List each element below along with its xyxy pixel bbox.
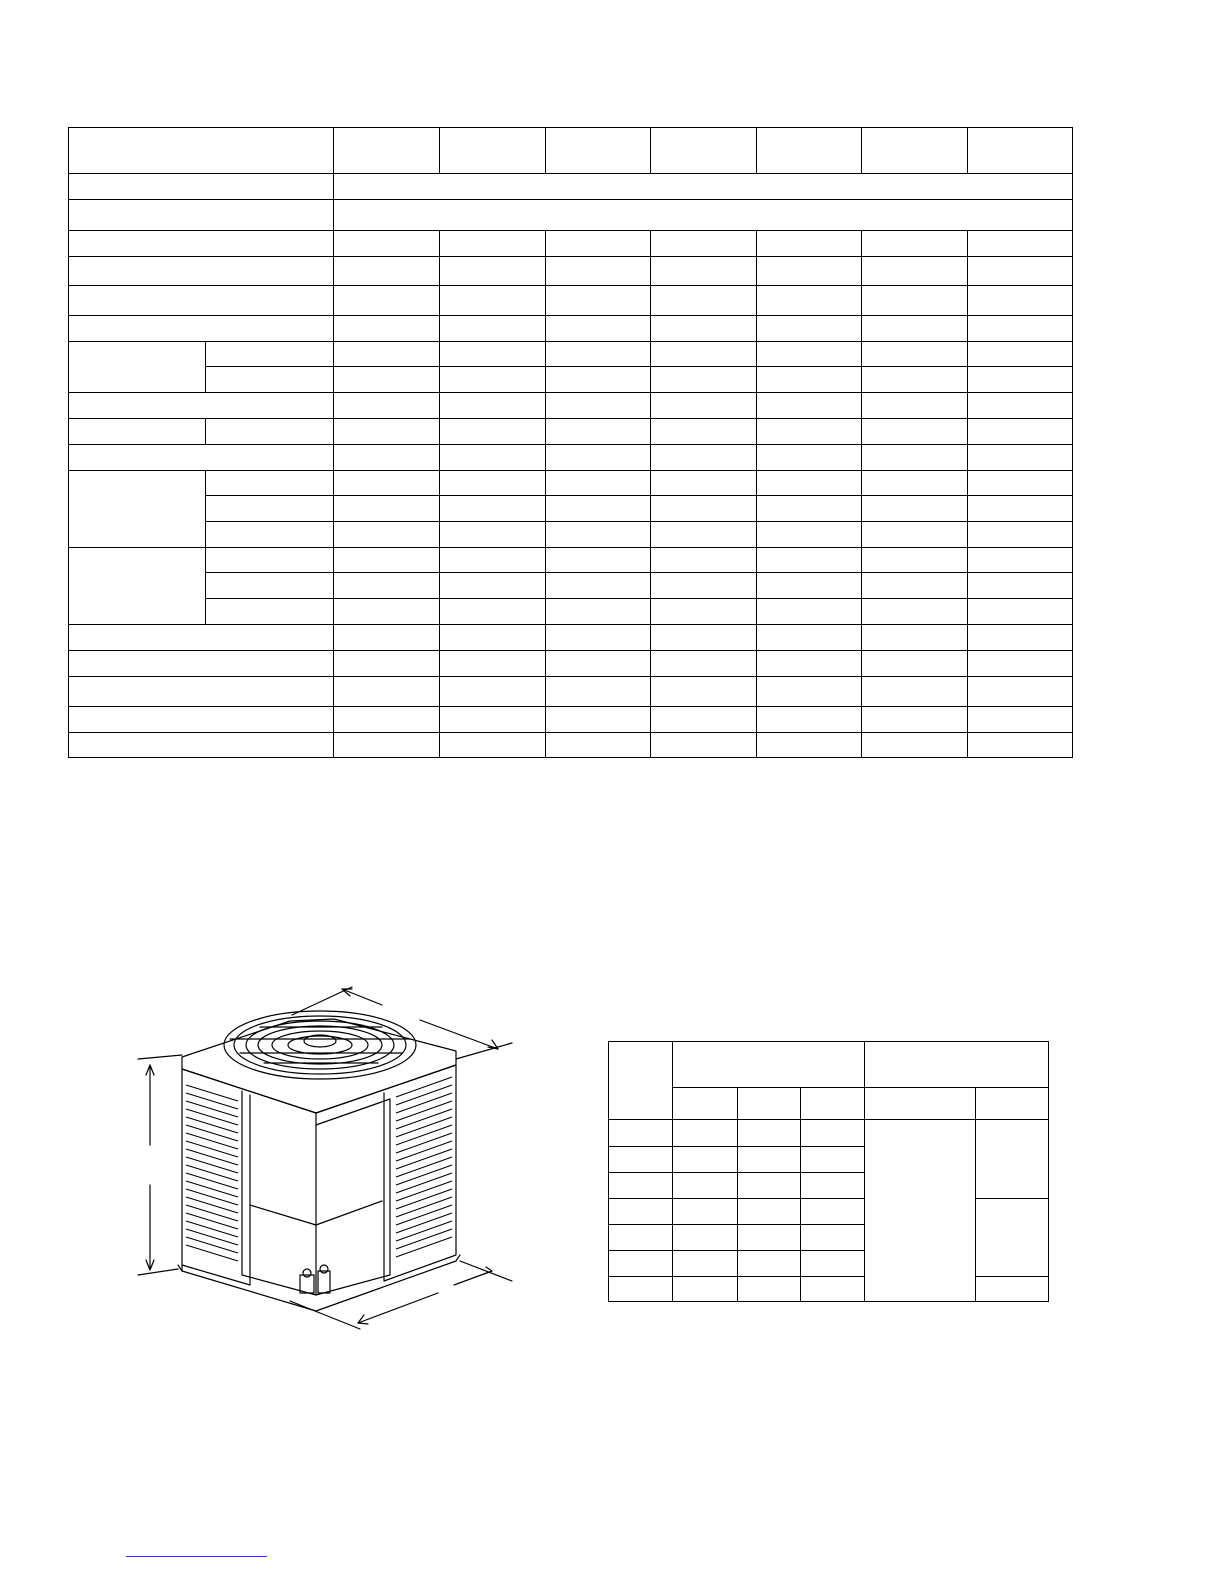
table-column-divider xyxy=(545,127,546,173)
table-column-divider xyxy=(756,230,757,758)
table-row-divider xyxy=(68,624,1073,625)
table-row-divider xyxy=(608,1172,864,1173)
table-row-divider xyxy=(68,650,1073,651)
table-row-divider xyxy=(608,1250,864,1251)
table-row-divider xyxy=(205,521,1073,522)
table-column-divider xyxy=(439,127,440,173)
table-row-divider xyxy=(608,1198,864,1199)
table-column-divider xyxy=(205,341,206,392)
table-column-divider xyxy=(975,1087,976,1302)
specifications-table xyxy=(68,127,1073,758)
table-row-divider xyxy=(205,598,1073,599)
table-column-divider xyxy=(861,127,862,173)
table-column-divider xyxy=(864,1041,865,1302)
table-column-divider xyxy=(967,230,968,758)
table-column-divider xyxy=(756,127,757,173)
table-row-divider xyxy=(205,366,1073,367)
table-row-divider xyxy=(68,285,1073,286)
table-column-divider xyxy=(205,418,206,444)
table-row-divider xyxy=(68,418,1073,419)
table-column-divider xyxy=(439,230,440,758)
table-row-divider xyxy=(68,732,1073,733)
table-column-divider xyxy=(205,470,206,624)
table-row-divider xyxy=(68,341,1073,342)
table-row-divider xyxy=(608,1224,864,1225)
table-column-divider xyxy=(737,1087,738,1302)
table-column-divider xyxy=(650,127,651,173)
table-row-divider xyxy=(68,547,1073,548)
table-row-divider xyxy=(205,495,1073,496)
table-column-divider xyxy=(861,230,862,758)
table-row-divider xyxy=(68,315,1073,316)
table-row-divider xyxy=(975,1198,1049,1199)
table-row-divider xyxy=(608,1276,864,1277)
table-column-divider xyxy=(800,1087,801,1302)
table-column-divider xyxy=(672,1041,673,1302)
table-column-divider xyxy=(650,230,651,758)
condensing-unit-icon xyxy=(120,975,520,1345)
table-row-divider xyxy=(68,256,1073,257)
table-row-divider xyxy=(68,230,1073,231)
table-row-divider xyxy=(68,676,1073,677)
table-row-divider xyxy=(68,706,1073,707)
table-column-divider xyxy=(333,127,334,758)
table-row-divider xyxy=(68,444,1073,445)
table-row-divider xyxy=(672,1087,1049,1088)
table-row-divider xyxy=(975,1276,1049,1277)
table-row-divider xyxy=(608,1146,864,1147)
table-row-divider xyxy=(608,1119,1049,1120)
table-column-divider xyxy=(545,230,546,758)
footer-link-underline[interactable] xyxy=(126,1556,267,1557)
table-row-divider xyxy=(68,173,1073,174)
table-row-divider xyxy=(68,470,1073,471)
table-row-divider xyxy=(68,392,1073,393)
table-row-divider xyxy=(205,572,1073,573)
table-row-divider xyxy=(68,199,1073,200)
table-column-divider xyxy=(967,127,968,173)
